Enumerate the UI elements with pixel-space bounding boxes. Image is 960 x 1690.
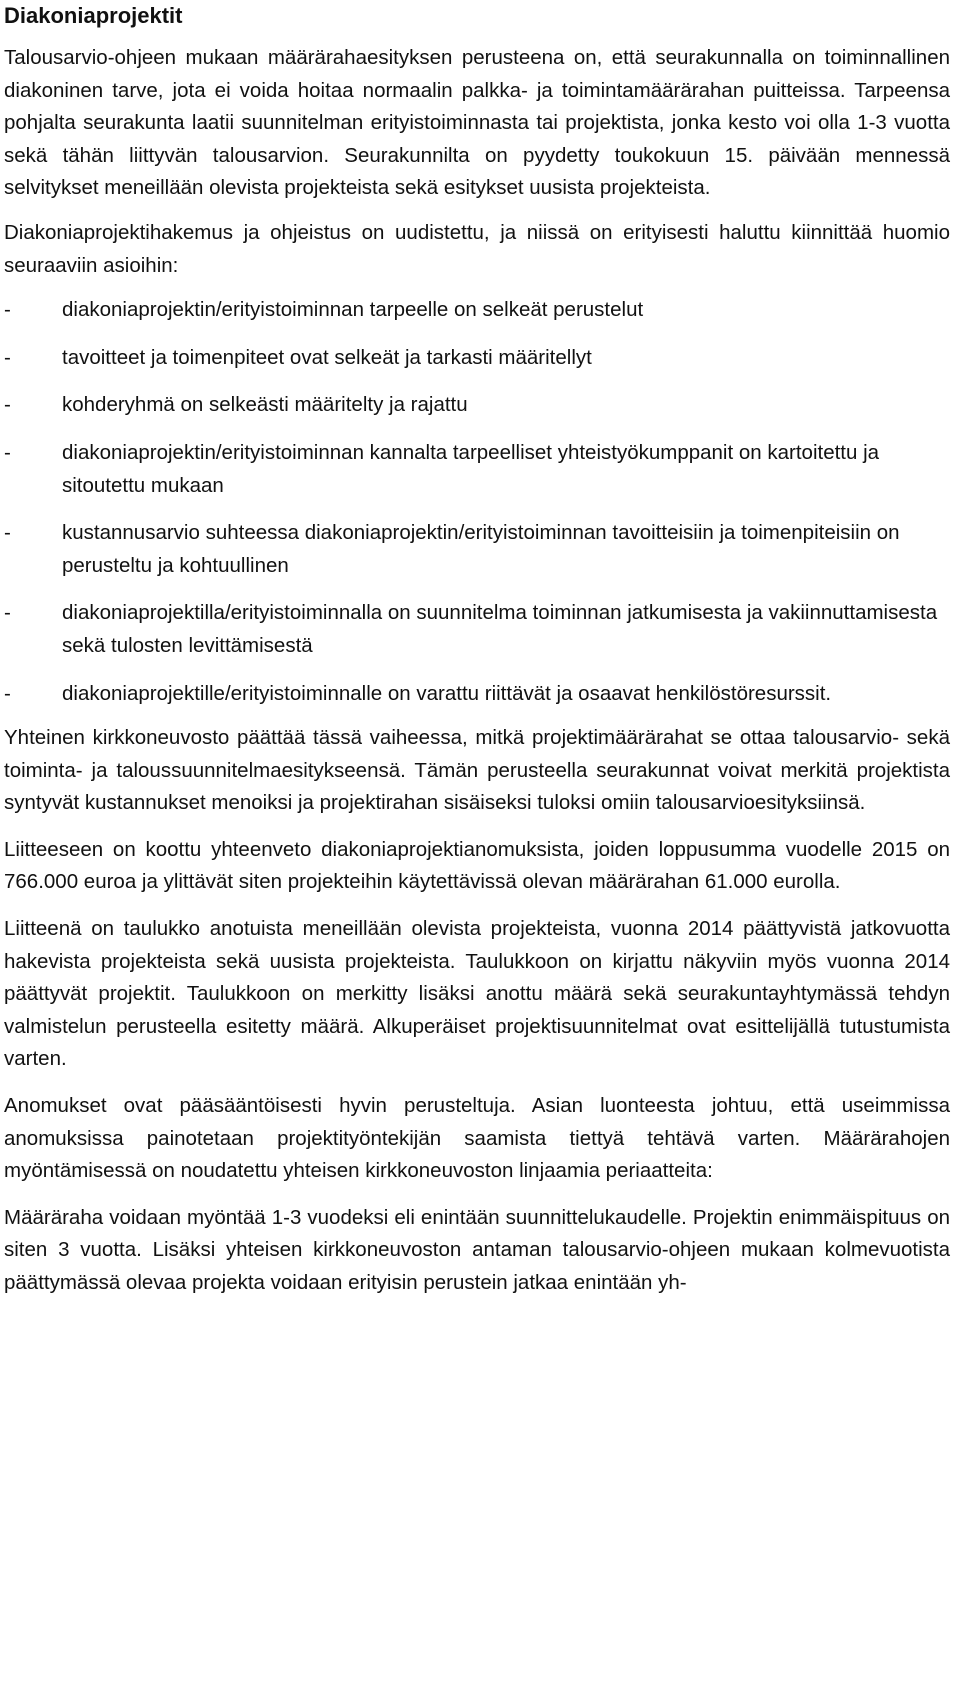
list-dash: - xyxy=(4,681,11,705)
list-item xyxy=(4,517,950,582)
list-item xyxy=(4,342,950,375)
paragraph-summary-total: Liitteeseen on koottu yhteenveto diakoniaprojektianomuksista, joiden loppusumma vuodelle 2015 on 766.000 euroa ja ylittävät siten projekteihin käytettävissä olevan määrärahan 61.000 eurolla. xyxy=(4,837,950,894)
list-item-text: tavoitteet ja toimenpiteet ovat selkeät ja tarkasti määritellyt xyxy=(62,345,592,369)
list-item-text: kohderyhmä on selkeästi määritelty ja rajattu xyxy=(62,393,468,417)
list-item xyxy=(4,294,950,327)
paragraph-application-renewed: Diakoniaprojektihakemus ja ohjeistus on uudistettu, ja niissä on erityisesti haluttu kiinnittää huomio seuraaviin asioihin: xyxy=(4,220,950,277)
list-item-text: diakoniaprojektin/erityistoiminnan tarpeelle on selkeät perustelut xyxy=(62,298,644,322)
paragraph-allocation-rules: Määräraha voidaan myöntää 1-3 vuodeksi eli enintään suunnittelukaudelle. Projektin enimmäispituus on siten 3 vuotta. Lisäksi yhteisen kirkkoneuvoston antaman talousarvio-ohjeen mukaan kolmevuotista päättymässä olevaa projekta voidaan erityisin perustein jatkaa enintään yh- xyxy=(4,1205,950,1294)
list-item-text: diakoniaprojektilla/erityistoiminnalla on suunnitelma toiminnan jatkumisesta ja vakiinnuttamisesta sekä tulosten levittämisestä xyxy=(62,601,938,657)
list-item xyxy=(4,678,950,711)
list-dash: - xyxy=(4,393,11,417)
criteria-list xyxy=(4,294,950,710)
list-item xyxy=(4,597,950,662)
list-dash: - xyxy=(4,345,11,369)
paragraph-applications: Anomukset ovat pääsääntöisesti hyvin perusteltuja. Asian luonteesta johtuu, että useimmissa anomuksissa painotetaan projektityöntekijän saamista tiettyä tehtävä varten. Määrärahojen myöntämisessä on noudatettu yhteisen kirkkoneuvoston linjaamia periaatteita: xyxy=(4,1094,950,1183)
list-dash: - xyxy=(4,440,11,464)
paragraph-board-decision: Yhteinen kirkkoneuvosto päättää tässä vaiheessa, mitkä projektimäärärahat se ottaa talousarvio- sekä toiminta- ja taloussuunnitelmaesitykseensä. Tämän perusteella seurakunnat voivat merkitä projektista syntyvät kustannukset menoiksi ja projektirahan sisäiseksi tuloksi omiin talousarvioesityksiinsä. xyxy=(4,726,950,815)
list-item-text: diakoniaprojektille/erityistoiminnalle on varattu riittävät ja osaavat henkilöstöresurssit. xyxy=(62,681,832,705)
list-item xyxy=(4,437,950,502)
paragraph-budget-guidance: Talousarvio-ohjeen mukaan määrärahaesityksen perusteena on, että seurakunnalla on toiminnallinen diakoninen tarve, jota ei voida hoitaa normaalin palkka- ja toimintamäärärahan puitteissa. Tarpeensa pohjalta seurakunta laatii suunnitelman erityistoiminnasta tai projektista, jonka kesto voi olla 1-3 vuotta sekä tähän liittyvän talousarvion. Seurakunnilta on pyydetty toukokuun 15. päivään mennessä selvitykset meneillään olevista projekteista sekä esitykset uusista projekteista. xyxy=(4,46,950,200)
list-item-text: kustannusarvio suhteessa diakoniaprojektin/erityistoiminnan tavoitteisiin ja toimenpiteisiin on perusteltu ja kohtuullinen xyxy=(62,521,900,577)
list-dash: - xyxy=(4,601,11,625)
page-title: Diakoniaprojektit xyxy=(4,3,183,28)
list-dash: - xyxy=(4,521,11,545)
paragraph-table-description: Liitteenä on taulukko anotuista meneillään olevista projekteista, vuonna 2014 päättyvistä jatkovuotta hakevista projekteista sekä uusista projekteista. Taulukkoon on kirjattu näkyviin myös vuonna 2014 päättyvät projektit. Taulukkoon on merkitty lisäksi anottu määrä sekä seurakuntayhtymässä tehdyn valmistelun perusteella esitetty määrä. Alkuperäiset projektisuunnitelmat ovat esittelijällä tutustumista varten. xyxy=(4,917,950,1071)
list-dash: - xyxy=(4,298,11,322)
list-item xyxy=(4,389,950,422)
list-item-text: diakoniaprojektin/erityistoiminnan kannalta tarpeelliset yhteistyökumppanit on kartoitettu ja sitoutettu mukaan xyxy=(62,440,880,497)
